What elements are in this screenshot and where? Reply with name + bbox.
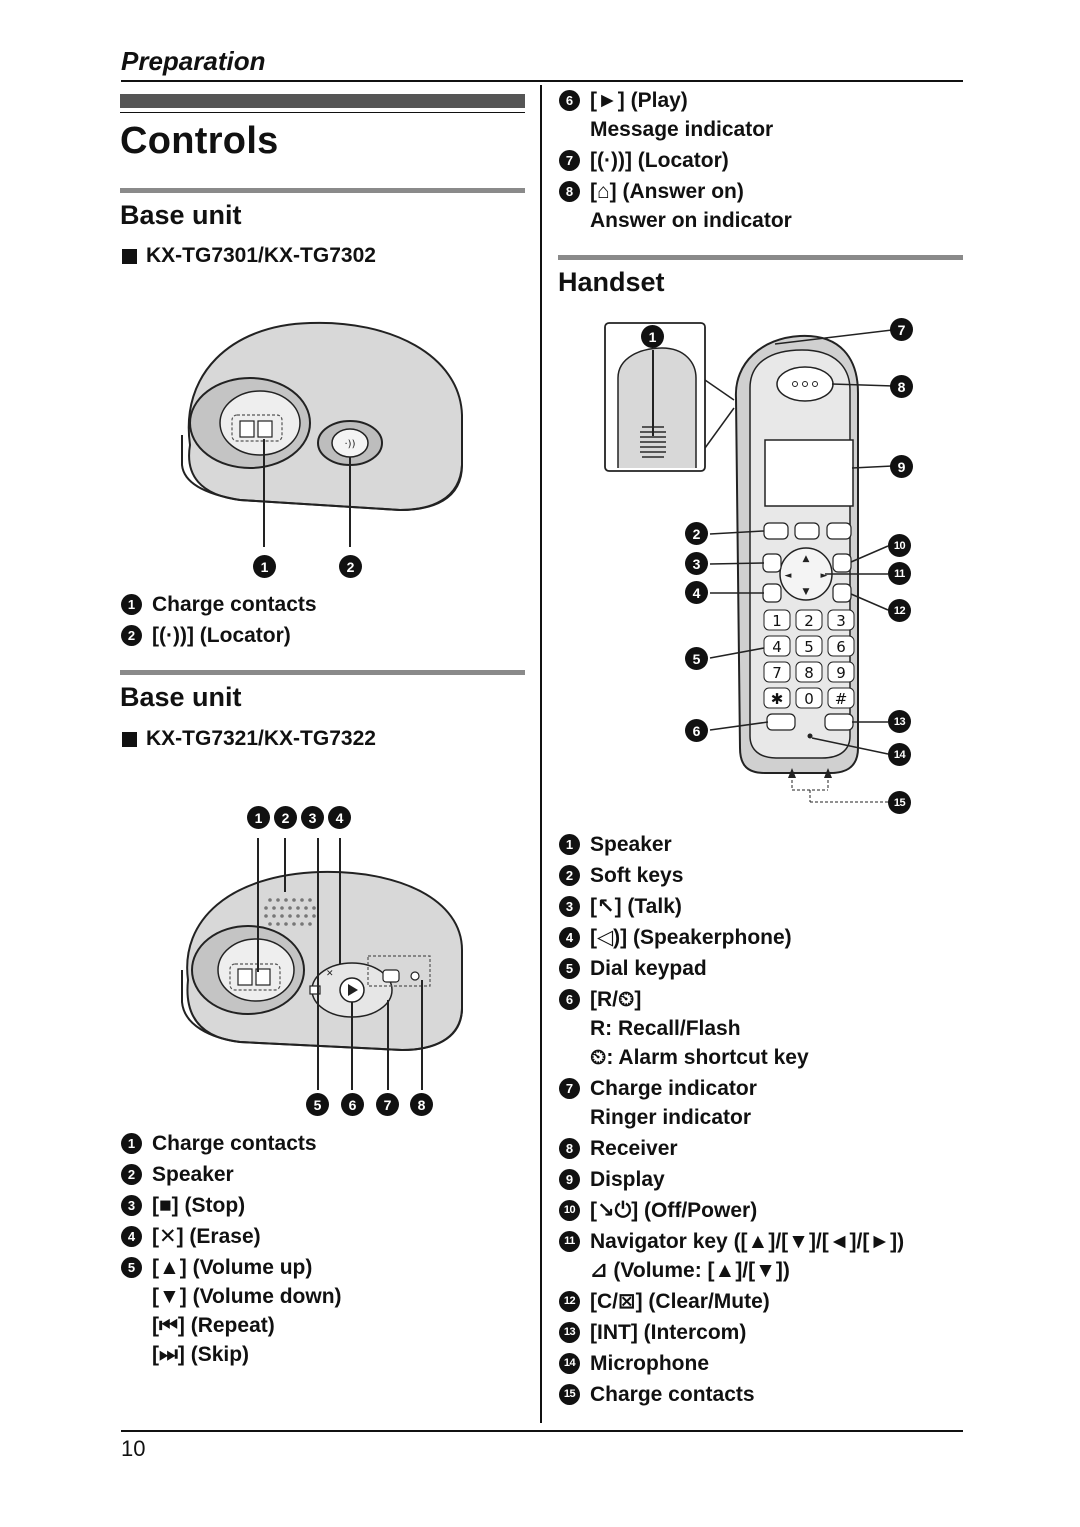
svg-text:✱: ✱ bbox=[770, 690, 784, 708]
item-number: 5 bbox=[559, 958, 580, 979]
svg-text:4: 4 bbox=[772, 638, 782, 656]
speakerphone-key-icon bbox=[763, 584, 781, 602]
item-text: [■] (Stop) bbox=[152, 1194, 246, 1217]
microphone-icon bbox=[808, 734, 813, 739]
handset-callout: 2 bbox=[685, 522, 708, 545]
item-text: Charge contacts bbox=[152, 1132, 317, 1155]
base-unit-2-model-text: KX-TG7321/KX-TG7322 bbox=[146, 727, 376, 750]
column-divider bbox=[540, 85, 542, 1423]
item-number: 4 bbox=[559, 927, 580, 948]
item-text: [⌂] (Answer on) bbox=[590, 180, 744, 203]
item-number: 8 bbox=[559, 181, 580, 202]
handset-callout: 4 bbox=[685, 581, 708, 604]
item-text: [▲] (Volume up) bbox=[152, 1256, 313, 1279]
footer-rule bbox=[121, 1430, 963, 1432]
item-number: 6 bbox=[559, 989, 580, 1010]
item-number: 7 bbox=[559, 150, 580, 171]
svg-text:◄: ◄ bbox=[784, 571, 792, 581]
svg-text:3: 3 bbox=[836, 612, 846, 630]
svg-text:8: 8 bbox=[804, 664, 814, 682]
list-item bbox=[121, 1222, 531, 1251]
base-unit-2-callout: 4 bbox=[328, 806, 351, 829]
base-unit-1-model bbox=[122, 244, 376, 268]
item-text: [⏮] (Repeat) bbox=[152, 1314, 275, 1337]
item-text: [▼] (Volume down) bbox=[152, 1285, 342, 1308]
item-number: 2 bbox=[559, 865, 580, 886]
base-unit-2-callout: 7 bbox=[376, 1093, 399, 1116]
item-text: ⊿ (Volume: [▲]/[▼]) bbox=[590, 1259, 790, 1282]
item-number: 3 bbox=[559, 896, 580, 917]
svg-text:7: 7 bbox=[772, 664, 782, 682]
item-number: 2 bbox=[121, 1164, 142, 1185]
list-item bbox=[559, 830, 969, 859]
base-unit-1-callout: 2 bbox=[339, 555, 362, 578]
list-item bbox=[559, 1227, 969, 1285]
display-icon bbox=[765, 440, 853, 506]
list-item bbox=[559, 1349, 969, 1378]
base-unit-1-rule bbox=[120, 188, 525, 193]
soft-key-icon bbox=[764, 523, 788, 539]
list-item bbox=[121, 1253, 531, 1369]
bullet-square-icon bbox=[122, 249, 137, 264]
svg-text:5: 5 bbox=[804, 638, 814, 656]
base-unit-2-callout: 5 bbox=[306, 1093, 329, 1116]
item-text: [R/⏲] bbox=[590, 988, 642, 1011]
handset-callout: 3 bbox=[685, 552, 708, 575]
svg-text:0: 0 bbox=[804, 690, 814, 708]
base-unit-1-illustration bbox=[170, 315, 470, 595]
handset-callout: 8 bbox=[890, 375, 913, 398]
item-text: [►] (Play) bbox=[590, 89, 688, 112]
base-unit-2-legend-continued bbox=[559, 86, 959, 237]
list-item bbox=[121, 590, 531, 619]
item-number: 1 bbox=[121, 594, 142, 615]
item-text: Dial keypad bbox=[590, 957, 707, 980]
item-number: 9 bbox=[559, 1169, 580, 1190]
item-text: [⏭] (Skip) bbox=[152, 1343, 250, 1366]
item-text: [✕] (Erase) bbox=[152, 1225, 261, 1248]
base-unit-2-rule bbox=[120, 670, 525, 675]
item-text: Message indicator bbox=[590, 118, 774, 141]
handset-callout: 5 bbox=[685, 647, 708, 670]
item-text: Receiver bbox=[590, 1137, 678, 1160]
item-text: [◁)] (Speakerphone) bbox=[590, 926, 792, 949]
item-text: Soft keys bbox=[590, 864, 684, 887]
base-unit-2-callout: 3 bbox=[301, 806, 324, 829]
list-item bbox=[121, 1129, 531, 1158]
base-unit-2-callout: 2 bbox=[274, 806, 297, 829]
handset-callout: 6 bbox=[685, 719, 708, 742]
base-unit-2-model bbox=[122, 727, 376, 751]
page-title: Controls bbox=[120, 120, 279, 162]
item-text: Charge contacts bbox=[152, 593, 317, 616]
svg-text:►: ► bbox=[820, 571, 828, 581]
list-item bbox=[559, 177, 959, 235]
item-number: 6 bbox=[559, 90, 580, 111]
list-item bbox=[559, 1134, 969, 1163]
item-text: [C/⊠] (Clear/Mute) bbox=[590, 1290, 770, 1313]
svg-text:#: # bbox=[834, 690, 848, 708]
item-number: 7 bbox=[559, 1078, 580, 1099]
list-item bbox=[559, 892, 969, 921]
item-text: Charge contacts bbox=[590, 1383, 755, 1406]
title-bar bbox=[120, 94, 525, 108]
item-text: Speaker bbox=[590, 833, 672, 856]
item-number: 1 bbox=[559, 834, 580, 855]
base-unit-1-heading: Base unit bbox=[120, 200, 242, 230]
handset-rule bbox=[558, 255, 963, 260]
item-text: R: Recall/Flash bbox=[590, 1017, 741, 1040]
handset-callout: 11 bbox=[888, 562, 911, 585]
base-unit-1-callout: 1 bbox=[253, 555, 276, 578]
svg-text:·)): ·)) bbox=[344, 439, 356, 450]
item-text: Navigator key ([▲]/[▼]/[◄]/[►]) bbox=[590, 1230, 905, 1253]
handset-legend bbox=[559, 830, 969, 1411]
list-item bbox=[559, 923, 969, 952]
list-item bbox=[559, 1074, 969, 1132]
item-text: [(·))] (Locator) bbox=[590, 149, 729, 172]
list-item bbox=[559, 86, 959, 144]
item-text: Answer on indicator bbox=[590, 209, 792, 232]
base-unit-1-model-text: KX-TG7301/KX-TG7302 bbox=[146, 244, 376, 267]
handset-heading: Handset bbox=[558, 267, 665, 297]
list-item bbox=[121, 621, 531, 650]
list-item bbox=[559, 954, 969, 983]
item-text: Charge indicator bbox=[590, 1077, 757, 1100]
base-unit-2-callout: 1 bbox=[247, 806, 270, 829]
title-thin-rule bbox=[120, 112, 525, 113]
base-unit-2-illustration bbox=[170, 830, 470, 1090]
list-item bbox=[559, 1287, 969, 1316]
handset-callout: 10 bbox=[888, 534, 911, 557]
charge-contact-icon bbox=[240, 421, 254, 437]
talk-key-icon bbox=[763, 554, 781, 572]
svg-text:9: 9 bbox=[836, 664, 846, 682]
item-text: [INT] (Intercom) bbox=[590, 1321, 747, 1344]
svg-text:6: 6 bbox=[836, 638, 846, 656]
bullet-square-icon bbox=[122, 732, 137, 747]
base-unit-2-callout: 8 bbox=[410, 1093, 433, 1116]
base-unit-1-legend bbox=[121, 590, 531, 652]
recall-key-icon bbox=[767, 714, 795, 730]
item-number: 13 bbox=[559, 1322, 580, 1343]
receiver-icon bbox=[777, 367, 833, 401]
handset-callout: 7 bbox=[890, 318, 913, 341]
item-number: 10 bbox=[559, 1200, 580, 1221]
list-item bbox=[559, 985, 969, 1072]
section-label: Preparation bbox=[121, 46, 266, 76]
item-number: 8 bbox=[559, 1138, 580, 1159]
item-text: Display bbox=[590, 1168, 665, 1191]
base-unit-2-heading: Base unit bbox=[120, 682, 242, 712]
item-text: Microphone bbox=[590, 1352, 709, 1375]
handset-callout: 1 bbox=[641, 325, 664, 348]
svg-text:✕: ✕ bbox=[326, 969, 334, 979]
item-number: 2 bbox=[121, 625, 142, 646]
item-number: 1 bbox=[121, 1133, 142, 1154]
list-item bbox=[559, 1380, 969, 1409]
base-unit-2-legend bbox=[121, 1129, 531, 1371]
intercom-key-icon bbox=[825, 714, 853, 730]
item-text: ⏲: Alarm shortcut key bbox=[590, 1046, 809, 1069]
item-text: [↘⏻] (Off/Power) bbox=[590, 1199, 758, 1222]
item-number: 11 bbox=[559, 1231, 580, 1252]
list-item bbox=[559, 1318, 969, 1347]
page-number: 10 bbox=[121, 1436, 146, 1461]
svg-text:▼: ▼ bbox=[802, 587, 810, 597]
handset-callout: 12 bbox=[888, 599, 911, 622]
item-number: 4 bbox=[121, 1226, 142, 1247]
off-power-key-icon bbox=[833, 554, 851, 572]
base-unit-2-callout: 6 bbox=[341, 1093, 364, 1116]
item-number: 15 bbox=[559, 1384, 580, 1405]
handset-callout: 13 bbox=[888, 710, 911, 733]
list-item bbox=[559, 146, 959, 175]
list-item bbox=[121, 1160, 531, 1189]
item-number: 5 bbox=[121, 1257, 142, 1278]
item-number: 14 bbox=[559, 1353, 580, 1374]
list-item bbox=[559, 1196, 969, 1225]
svg-text:2: 2 bbox=[804, 612, 814, 630]
item-text: [(·))] (Locator) bbox=[152, 624, 291, 647]
svg-text:1: 1 bbox=[772, 612, 782, 630]
header-rule bbox=[121, 80, 963, 82]
handset-callout: 14 bbox=[888, 743, 911, 766]
answer-on-button-icon bbox=[383, 970, 399, 982]
list-item bbox=[121, 1191, 531, 1220]
item-number: 12 bbox=[559, 1291, 580, 1312]
handset-callout: 15 bbox=[888, 791, 911, 814]
item-text: Speaker bbox=[152, 1163, 234, 1186]
handset-callout: 9 bbox=[890, 455, 913, 478]
clear-mute-key-icon bbox=[833, 584, 851, 602]
item-number: 3 bbox=[121, 1195, 142, 1216]
item-text: [↖] (Talk) bbox=[590, 895, 682, 918]
svg-text:▲: ▲ bbox=[802, 554, 810, 564]
list-item bbox=[559, 1165, 969, 1194]
item-text: Ringer indicator bbox=[590, 1106, 752, 1129]
list-item bbox=[559, 861, 969, 890]
